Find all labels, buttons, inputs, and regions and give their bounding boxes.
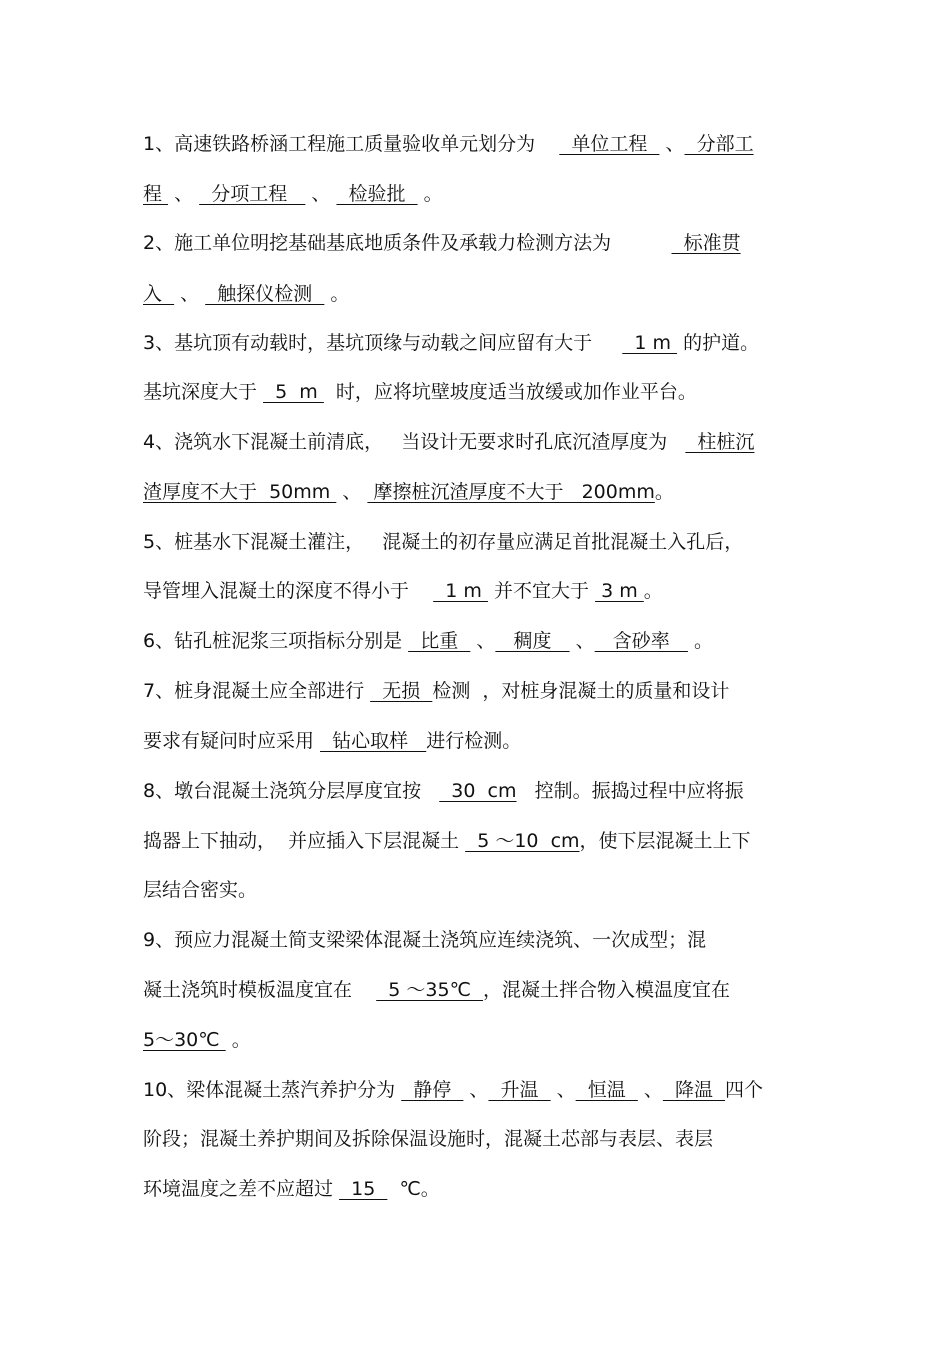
q9-line3 <box>143 1025 251 1055</box>
answer-blank: 标准贯 <box>671 232 741 254</box>
answer-blank: 比重 <box>408 630 471 652</box>
text: 10、梁体混凝土蒸汽养护分为 <box>143 1079 402 1101</box>
q6-line1 <box>143 626 713 656</box>
text: 、 <box>174 283 206 305</box>
text: 要求有疑问时应采用 <box>143 730 321 752</box>
q8-line1 <box>143 776 744 806</box>
text: 、 <box>463 1079 489 1101</box>
q7-line2 <box>143 726 521 756</box>
q3-line1 <box>143 328 759 358</box>
text: 。 <box>324 283 350 305</box>
text: 检测 ，对桩身混凝土的质量和设计 <box>432 680 730 702</box>
answer-blank: 稠度 <box>495 630 570 652</box>
q5-line1 <box>143 527 743 557</box>
answer-blank: 5 ～10 cm <box>465 830 580 852</box>
spacer <box>592 332 622 354</box>
text: 6、钻孔桩泥浆三项指标分别是 <box>143 630 409 652</box>
answer-blank: 5 ～35℃ <box>376 979 483 1001</box>
answer-blank: 触探仪检测 <box>205 283 325 305</box>
answer-blank: 单位工程 <box>559 133 660 155</box>
answer-blank: 程 <box>143 183 169 205</box>
answer-blank: 钻心取样 <box>320 730 427 752</box>
text: 、 <box>550 1079 576 1101</box>
text: 。 <box>643 580 663 602</box>
text: 层结合密实。 <box>143 879 258 901</box>
text: 2、施工单位明挖基础基底地质条件及承载力检测方法为 <box>143 232 612 254</box>
q7-line1 <box>143 676 729 706</box>
text: 时，应将坑壁坡度适当放缓或加作业平台。 <box>323 381 697 403</box>
text: 5、桩基水下混凝土灌注， 混凝土的初存量应满足首批混凝土入孔后， <box>143 531 744 553</box>
text: ，使下层混凝土上下 <box>579 830 751 852</box>
text: 的护道。 <box>677 332 760 354</box>
text: 控制。振捣过程中应将振 <box>516 780 744 802</box>
answer-blank: 3 m <box>595 580 644 602</box>
spacer <box>611 232 671 254</box>
text: 8、墩台混凝土浇筑分层厚度宜按 <box>143 780 422 802</box>
text: 并不宜大于 <box>487 580 596 602</box>
q10-line1 <box>143 1075 763 1105</box>
text: 凝土浇筑时模板温度宜在 <box>143 979 353 1001</box>
answer-blank: 降温 <box>662 1079 726 1101</box>
spacer <box>535 133 559 155</box>
q2-line1 <box>143 228 741 258</box>
answer-blank: 含砂率 <box>594 630 688 652</box>
q8-line3 <box>143 875 257 905</box>
q9-line2 <box>143 975 730 1005</box>
text: 进行检测。 <box>426 730 522 752</box>
text: ，混凝土拌合物入模温度宜在 <box>483 979 731 1001</box>
answer-blank: 入 <box>143 283 175 305</box>
text: ℃。 <box>387 1178 440 1200</box>
text: 、 <box>305 183 337 205</box>
answer-blank: 分项工程 <box>199 183 306 205</box>
spacer <box>667 431 685 453</box>
text: 。 <box>417 183 443 205</box>
q5-line2 <box>143 576 663 606</box>
text: 捣器上下抽动， 并应插入下层混凝土 <box>143 830 466 852</box>
text: 。 <box>654 481 674 503</box>
spacer <box>421 780 439 802</box>
answer-blank: 渣厚度不大于 50mm <box>143 481 337 503</box>
spacer <box>352 979 376 1001</box>
text: 、 <box>168 183 200 205</box>
text: 9、预应力混凝土简支梁梁体混凝土浇筑应连续浇筑、一次成型；混 <box>143 929 707 951</box>
text: 。 <box>225 1029 251 1051</box>
text: 、 <box>336 481 368 503</box>
q1-line1 <box>143 129 754 159</box>
q2-line2 <box>143 279 349 309</box>
q4-line2 <box>143 477 674 507</box>
answer-blank: 30 cm <box>439 780 517 802</box>
text: 阶段；混凝土养护期间及拆除保温设施时，混凝土芯部与表层、表层 <box>143 1128 714 1150</box>
answer-blank: 1 m <box>622 332 678 354</box>
text: 1、高速铁路桥涵工程施工质量验收单元划分为 <box>143 133 536 155</box>
text: 4、浇筑水下混凝土前清底， 当设计无要求时孔底沉渣厚度为 <box>143 431 668 453</box>
answer-blank: 1 m <box>433 580 488 602</box>
text: 导管埋入混凝土的深度不得小于 <box>143 580 410 602</box>
answer-blank: 恒温 <box>575 1079 638 1101</box>
q10-line2 <box>143 1124 713 1154</box>
answer-blank: 柱桩沉 <box>685 431 755 453</box>
q9-line1 <box>143 925 706 955</box>
answer-blank: 摩擦桩沉渣厚度不大于 200mm <box>367 481 655 503</box>
answer-blank: 15 <box>339 1178 388 1200</box>
text: 、 <box>659 133 685 155</box>
answer-blank: 5～30℃ <box>143 1029 226 1051</box>
q1-line2 <box>143 179 443 209</box>
text: 、 <box>637 1079 663 1101</box>
q3-line2 <box>143 377 697 407</box>
spacer <box>409 580 433 602</box>
answer-blank: 升温 <box>488 1079 551 1101</box>
q10-line3 <box>143 1174 440 1204</box>
q8-line2 <box>143 826 751 856</box>
answer-blank: 静停 <box>401 1079 464 1101</box>
answer-blank: 无损 <box>370 680 433 702</box>
answer-blank: 检验批 <box>336 183 418 205</box>
text: 7、桩身混凝土应全部进行 <box>143 680 371 702</box>
q4-line1 <box>143 427 754 457</box>
text: 基坑深度大于 <box>143 381 264 403</box>
text: 四个 <box>725 1079 764 1101</box>
text: 环境温度之差不应超过 <box>143 1178 340 1200</box>
answer-blank: 5 m <box>263 381 324 403</box>
answer-blank: 分部工 <box>684 133 754 155</box>
text: 。 <box>687 630 713 652</box>
text: 、 <box>569 630 595 652</box>
text: 、 <box>470 630 496 652</box>
text: 3、基坑顶有动载时，基坑顶缘与动载之间应留有大于 <box>143 332 593 354</box>
